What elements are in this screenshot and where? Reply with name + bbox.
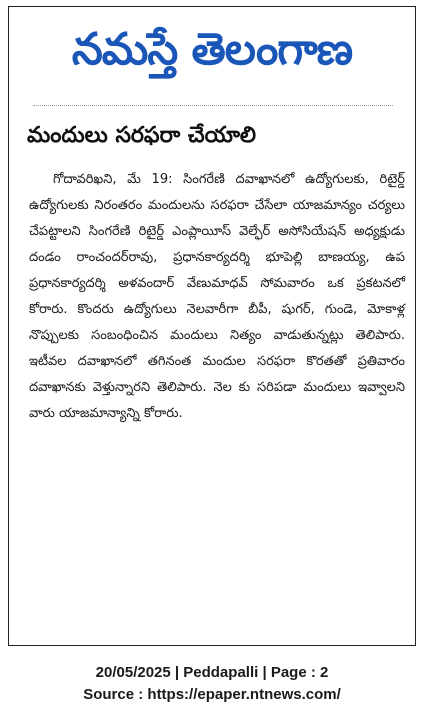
article-headline: మందులు సరఫరా చేయాలి	[27, 123, 257, 148]
divider	[33, 105, 393, 107]
clipping-date-edition-page: 20/05/2025 | Peddapalli | Page : 2	[95, 664, 329, 681]
news-clipping	[8, 6, 416, 646]
article-body: గోదావరిఖని, మే 19: సింగరేణి దవాఖానలో ఉద్యోగులకు, రిటైర్డ్ ఉద్యోగులకు నిరంతరం మందులను సరఫరా చేసేలా యాజమాన్యం చర్యలు చేపట్టాలని సింగరేణి రిటైర్డ్ ఎంప్లాయీస్ వెల్ఫేర్ అసోసియేషన్ అధ్యక్షుడు దండం రాంచందర్‌రావు, ప్రధానకార్యదర్శి భూపెల్లి బాణయ్య, ఉప ప్రధానకార్యదర్శి అళవందార్ వేణుమాధవ్ సోమవారం ఒక ప్రకటనలో కోరారు. కొందరు ఉద్యోగులు నెలవారీగా బీపీ, షుగర్, గుండె, మోకాళ్ల నొప్పులకు సంబంధించిన మందులు నిత్యం వాడుతున్నట్లు తెలిపారు. ఇటీవల దవాఖానలో తగినంత మందుల సరఫరా కొరతతో ప్రతివారం దవాఖానకు వెళ్తున్నారని తెలిపారు. నెల కు సరిపడా మందులు ఇవ్వాలని వారు యాజమాన్యాన్ని కోరారు.	[29, 172, 405, 421]
clipping-source-link: Source : https://epaper.ntnews.com/	[83, 686, 341, 703]
newspaper-masthead: నమస్తే తెలంగాణ	[71, 24, 353, 75]
